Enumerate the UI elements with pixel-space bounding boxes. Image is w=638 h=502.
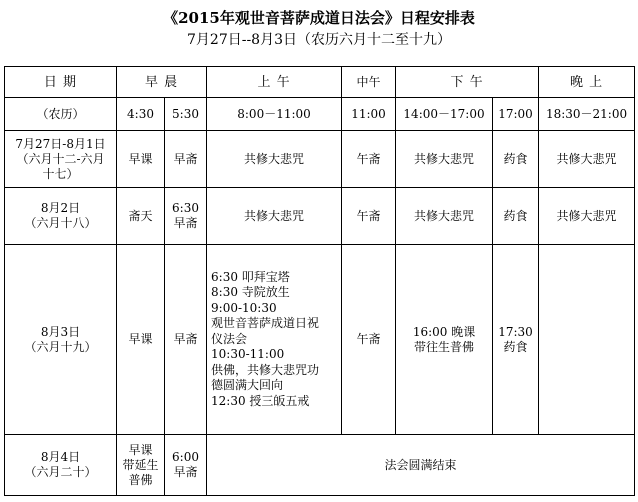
program-line: 供佛，共修大悲咒功	[211, 362, 320, 377]
cell-line: 早课	[128, 442, 153, 457]
cell-0530	[165, 188, 207, 245]
closing-cell: 法会圆满结束	[207, 435, 635, 496]
cell-line: 普佛	[128, 472, 153, 487]
program-line: 8:30 寺院放生	[211, 285, 290, 300]
program-line: 9:00-10:30	[211, 300, 277, 315]
date-line: （六月二十）	[24, 465, 97, 479]
cell-1700	[493, 245, 539, 435]
date-line: 8月4日	[40, 450, 81, 464]
cell-forenoon: 共修大悲咒	[207, 188, 342, 245]
cell-line: 16:00 晚课	[412, 324, 476, 339]
cell-0430: 斋天	[117, 188, 165, 245]
row-date	[5, 131, 117, 188]
cell-line: 早斋	[173, 216, 198, 230]
date-line: 7月27日-8月1日	[15, 136, 106, 151]
row-date	[5, 245, 117, 435]
schedule-table	[4, 66, 635, 496]
cell-1700: 药食	[493, 188, 539, 245]
schedule-subtitle: 7月27日--8月3日（农历六月十二至十九）	[187, 32, 451, 48]
date-line: 十七）	[42, 166, 79, 181]
cell-line: 6:30	[172, 201, 199, 215]
time-afternoon: 14:00－17:00	[396, 98, 493, 131]
lunar-label: （农历）	[5, 98, 117, 131]
program-line: 6:30 叩拜宝塔	[211, 269, 290, 284]
row-date	[5, 435, 117, 496]
cell-noon: 午斋	[342, 131, 396, 188]
header-evening: 晚 上	[539, 67, 635, 98]
cell-line: 带往生普佛	[414, 339, 475, 354]
time-0530: 5:30	[165, 98, 207, 131]
date-line: （六月十二-六月	[16, 151, 105, 166]
program-line: 德圆满大回向	[211, 378, 284, 393]
time-evening: 18:30－21:00	[539, 98, 635, 131]
date-line: （六月十九）	[24, 339, 97, 354]
header-row	[5, 67, 635, 98]
cell-1700: 药食	[493, 131, 539, 188]
program-line: 观世音菩萨成道日祝	[211, 316, 320, 331]
time-row	[5, 98, 635, 131]
cell-evening	[539, 245, 635, 435]
schedule-title: 《2015年观世音菩萨成道日法会》日程安排表	[163, 9, 475, 27]
cell-0430: 早课	[117, 131, 165, 188]
cell-noon: 午斋	[342, 245, 396, 435]
table-row	[5, 435, 635, 496]
cell-0430: 早课	[117, 245, 165, 435]
row-date	[5, 188, 117, 245]
cell-noon: 午斋	[342, 188, 396, 245]
time-forenoon: 8:00－11:00	[207, 98, 342, 131]
header-morning: 早 晨	[117, 67, 207, 98]
program-line: 10:30-11:00	[211, 347, 285, 362]
cell-afternoon: 共修大悲咒	[396, 188, 493, 245]
date-line: 8月2日	[40, 201, 81, 215]
cell-line: 药食	[503, 339, 528, 354]
cell-line: 早斋	[173, 465, 198, 479]
cell-line: 带延生	[122, 457, 159, 472]
date-line: （六月十八）	[24, 216, 97, 230]
cell-forenoon: 共修大悲咒	[207, 131, 342, 188]
cell-evening: 共修大悲咒	[539, 131, 635, 188]
cell-forenoon	[207, 245, 342, 435]
cell-afternoon	[396, 245, 493, 435]
cell-evening: 共修大悲咒	[539, 188, 635, 245]
cell-line: 6:00	[172, 450, 199, 464]
table-row	[5, 188, 635, 245]
cell-line: 17:30	[498, 324, 533, 339]
cell-afternoon: 共修大悲咒	[396, 131, 493, 188]
program-line: 12:30 授三皈五戒	[211, 393, 310, 408]
cell-0530: 早斋	[165, 245, 207, 435]
cell-0530	[165, 435, 207, 496]
table-row	[5, 245, 635, 435]
table-row	[5, 131, 635, 188]
time-noon: 11:00	[342, 98, 396, 131]
time-0430: 4:30	[117, 98, 165, 131]
header-forenoon: 上 午	[207, 67, 342, 98]
header-date: 日 期	[5, 67, 117, 98]
program-line: 仪法会	[211, 331, 248, 346]
cell-0530: 早斋	[165, 131, 207, 188]
header-noon: 中午	[342, 67, 396, 98]
date-line: 8月3日	[40, 324, 81, 339]
time-1700: 17:00	[493, 98, 539, 131]
cell-0430	[117, 435, 165, 496]
header-afternoon: 下 午	[396, 67, 539, 98]
